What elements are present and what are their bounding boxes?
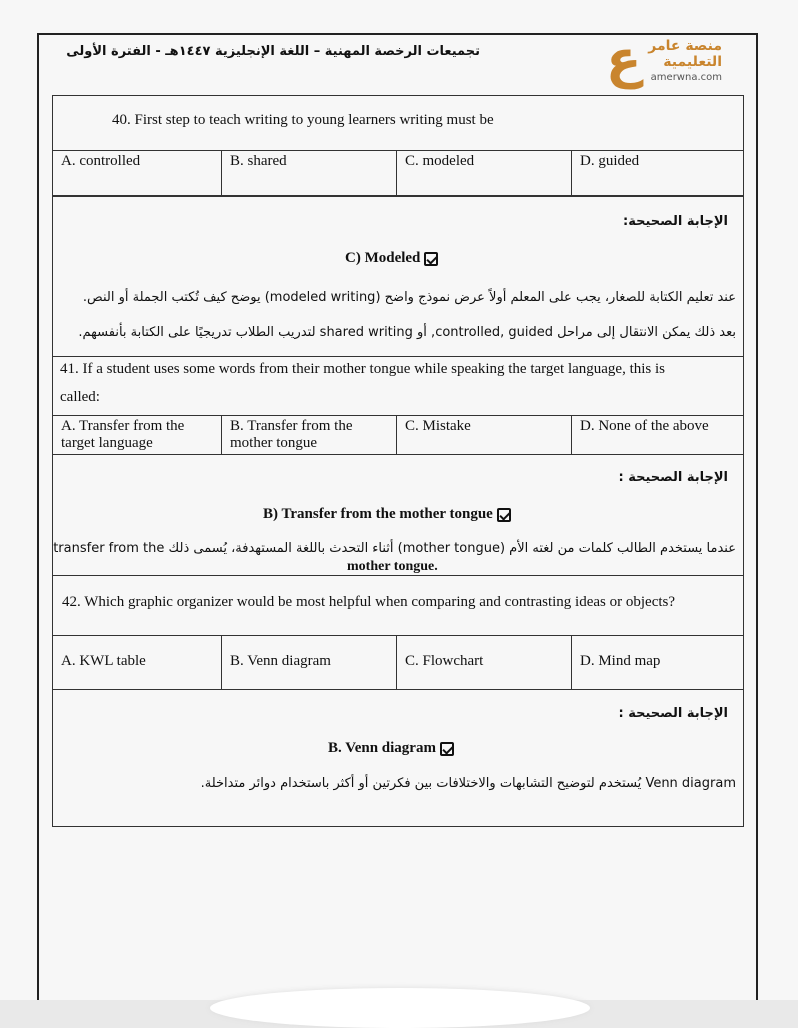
answer-40-explanation-1: عند تعليم الكتابة للصغار، يجب على المعلم أولاً عرض نموذج واضح (modeled writing) يوضح كيف تُكتب الجملة أو النص. [82,290,736,305]
logo-glyph: ع [606,30,642,90]
question-40-options [52,150,744,196]
answer-40-correct [345,250,438,267]
option-d: D. None of the above [580,418,709,434]
page-curl-shadow [210,988,590,1028]
option-a: A. KWL table [53,636,222,689]
answer-41-text: B) Transfer from the mother tongue [263,506,493,522]
answer-40-label: الإجابة الصحيحة: [623,214,728,229]
brand-logo [604,30,744,90]
option-a: A. controlled [53,151,222,195]
logo-subtitle: التعليمية [663,54,722,70]
question-41-text-1: 41. If a student uses some words from their mother tongue while speaking the target language, this is [60,361,666,377]
option-a: A. Transfer from the target language [53,416,222,454]
question-42-text: 42. Which graphic organizer would be most helpful when comparing and contrasting ideas or objects? [62,594,676,610]
option-b: B. Venn diagram [222,636,397,689]
answer-40-text: C) Modeled [345,250,421,266]
page-title: تجميعات الرخصة المهنية – اللغة الإنجليزية ١٤٤٧هـ - الفترة الأولى [66,44,480,59]
answer-40-explanation-2: بعد ذلك يمكن الانتقال إلى مراحل controlled, guided, أو shared writing لتدريب الطلاب تدريجيًا على الكتابة بأنفسهم. [78,325,736,340]
answer-42-text: B. Venn diagram [328,740,436,756]
checkbox-checked-icon [440,742,454,756]
option-d: D. guided [580,153,640,169]
answer-42-correct [328,740,454,757]
question-40-text: 40. First step to teach writing to young learners writing must be [112,112,494,128]
question-42-options [52,635,744,690]
option-c: C. modeled [397,151,572,195]
question-41-text-2: called: [60,389,100,405]
option-d: D. Mind map [580,653,661,669]
logo-name: منصة عامر [648,38,722,54]
option-c: C. Mistake [397,416,572,454]
answer-41-correct [263,506,511,523]
answer-42-explanation-1: Venn diagram يُستخدم لتوضيح التشابهات والاختلافات بين فكرتين أو أكثر باستخدام دوائر متداخلة. [200,776,736,791]
checkbox-checked-icon [424,252,438,266]
logo-url: amerwna.com [650,72,722,83]
option-b: B. shared [222,151,397,195]
answer-41-explanation-1: عندما يستخدم الطالب كلمات من لغته الأم (mother tongue) أثناء التحدث باللغة المستهدفة، يُسمى ذلك transfer from the [53,541,736,556]
option-c: C. Flowchart [397,636,572,689]
option-b: B. Transfer from the mother tongue [222,416,397,454]
question-41-options [52,415,744,455]
answer-41-label: الإجابة الصحيحة : [618,470,728,485]
answer-41-explanation-2: mother tongue. [347,559,438,574]
checkbox-checked-icon [497,508,511,522]
answer-42-label: الإجابة الصحيحة : [618,706,728,721]
